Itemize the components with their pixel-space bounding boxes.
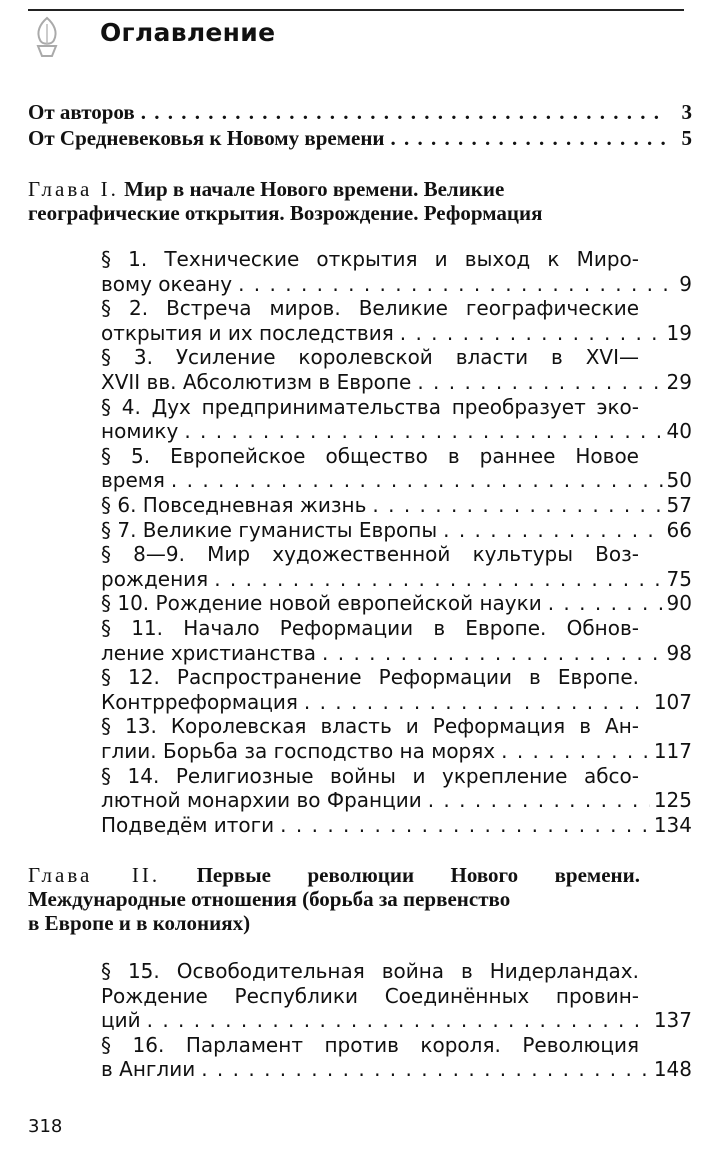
toc-entry-last-line [101, 788, 692, 812]
toc-leader [171, 468, 663, 492]
toc-leader [280, 813, 650, 837]
toc-entry-last-line [101, 813, 692, 837]
toc-entry-last-line [101, 1057, 692, 1081]
toc-leader [548, 591, 663, 615]
toc-entry-label: От авторов [28, 100, 135, 124]
toc-entry-last-line [101, 591, 692, 615]
toc-page-number: 148 [653, 1057, 692, 1082]
toc-page-number: 29 [666, 370, 692, 394]
toc-leader [201, 1057, 650, 1081]
chapter-2-title-line2: Международные отношения (борьба за первенство [28, 887, 511, 911]
toc-page-number: 137 [653, 1008, 692, 1033]
ornament-icon [30, 14, 64, 60]
toc-page-number: 75 [666, 566, 692, 591]
toc-page-number: 66 [666, 517, 692, 542]
toc-leader [391, 126, 668, 150]
page-number: 318 [28, 1116, 63, 1137]
toc-entry-last-line [101, 468, 692, 492]
toc-entry-label: § 7. Великие гуманисты Европы [101, 517, 438, 542]
toc-page-number: 5 [681, 126, 692, 150]
toc-entry-line: § 3. Усиление королевской власти в XVI— [101, 345, 639, 370]
toc-entry-last-line [101, 1008, 692, 1032]
chapter-2-title-line1: Первые революции Нового времени. [196, 863, 640, 887]
toc-entry-line: § 5. Европейское общество в раннее Новое [101, 443, 639, 468]
toc-entry-last-line [101, 641, 692, 665]
toc-entry-line: § 11. Начало Реформации в Европе. Обнов- [101, 616, 639, 640]
toc-entry-line: § 14. Религиозные войны и укрепление абсо- [101, 763, 639, 788]
toc-entry-line: § 1. Технические открытия и выход к Миро- [101, 247, 639, 271]
toc-leader [443, 518, 662, 542]
toc-entry-authors[interactable] [28, 100, 692, 124]
chapter-1-label: Глава I. [28, 177, 119, 201]
toc-entry-line: § 8—9. Мир художественной культуры Воз- [101, 542, 639, 567]
toc-leader [214, 567, 662, 591]
toc-entry-label: ций [101, 1008, 141, 1033]
toc-entry-last-line [101, 567, 692, 591]
toc-entry-last-line [101, 518, 692, 542]
toc-entry-label: в Англии [101, 1057, 196, 1082]
toc-page-number: 19 [666, 320, 692, 345]
toc-entry-line: § 16. Парламент против короля. Революция [101, 1032, 639, 1057]
toc-page-number: 57 [666, 493, 692, 517]
chapter-1-heading[interactable] [28, 177, 640, 225]
chapter-2-label: Глава II. [28, 863, 161, 887]
toc-page-number: 40 [666, 419, 692, 444]
toc-page-number: 107 [653, 689, 692, 714]
toc-leader [428, 788, 650, 812]
toc-leader [322, 641, 663, 665]
toc-entry-label: § 10. Рождение новой европейской науки [101, 591, 542, 616]
toc-leader [501, 739, 650, 763]
toc-entry-label: От Средневековья к Новому времени [28, 126, 385, 150]
toc-entry-line: § 12. Распространение Реформации в Европе. [101, 665, 639, 690]
toc-entry-last-line [101, 739, 692, 763]
toc-leader [400, 321, 663, 345]
toc-leader [304, 690, 650, 714]
toc-entry-label: рождения [101, 566, 209, 591]
toc-entry-label: время [101, 468, 165, 493]
toc-entry-label: лютной монархии во Франции [101, 788, 422, 813]
chapter-1-title-line2: географические открытия. Возрождение. Реформация [28, 201, 543, 225]
toc-entry-label: номику [101, 419, 179, 444]
toc-page-number: 117 [653, 739, 692, 763]
toc-entry-label: глии. Борьба за господство на морях [101, 739, 496, 763]
toc-entry-line: Рождение Республики Соединённых провин- [101, 983, 639, 1008]
toc-entry-last-line [101, 690, 692, 714]
toc-entry-label: § 6. Повседневная жизнь [101, 493, 367, 517]
toc-entry-line: § 13. Королевская власть и Реформация в Ан- [101, 714, 639, 739]
toc-entry-last-line [101, 493, 692, 517]
toc-entry-middle-ages[interactable] [28, 126, 692, 150]
toc-page-number: 125 [653, 788, 692, 813]
toc-leader [417, 370, 662, 394]
chapter-2-title-line1-wrap [28, 863, 640, 887]
toc-leader [372, 493, 662, 517]
toc-entry-line: § 15. Освободительная война в Нидерландах. [101, 959, 639, 983]
toc-page-number: 98 [666, 640, 692, 665]
toc-entry-last-line [101, 419, 692, 443]
toc-page-number: 3 [681, 100, 692, 124]
toc-leader [184, 419, 662, 443]
toc-entry-label: Подведём итоги [101, 812, 275, 837]
top-rule [28, 9, 684, 11]
toc-entry-last-line [101, 272, 692, 296]
chapter-1-title-line1: Мир в начале Нового времени. Великие [124, 177, 505, 201]
toc-entry-line: § 2. Встреча миров. Великие географические [101, 296, 639, 321]
toc-entry-label: вому океану [101, 271, 233, 296]
toc-entry-label: открытия и их последствия [101, 320, 394, 345]
toc-page-number: 134 [653, 812, 692, 837]
page-title: Оглавление [100, 18, 276, 47]
toc-entry-label: ление христианства [101, 640, 317, 665]
toc-entry-last-line [101, 321, 692, 345]
toc-page-number: 90 [666, 591, 692, 616]
toc-leader [147, 1008, 650, 1032]
chapter-2-heading[interactable] [28, 863, 640, 935]
chapter-2-title-line3: в Европе и в колониях) [28, 911, 251, 935]
toc-page-number: 50 [666, 468, 692, 493]
toc-entry-label: Контрреформация [101, 689, 298, 714]
toc-entry-line: § 4. Дух предпринимательства преобразует эко- [101, 394, 639, 419]
toc-entry-last-line [101, 370, 692, 394]
toc-entry-label: XVII вв. Абсолютизм в Европе [101, 370, 412, 394]
toc-leader [238, 272, 668, 296]
toc-page-number: 9 [679, 271, 692, 296]
toc-leader [141, 100, 668, 124]
